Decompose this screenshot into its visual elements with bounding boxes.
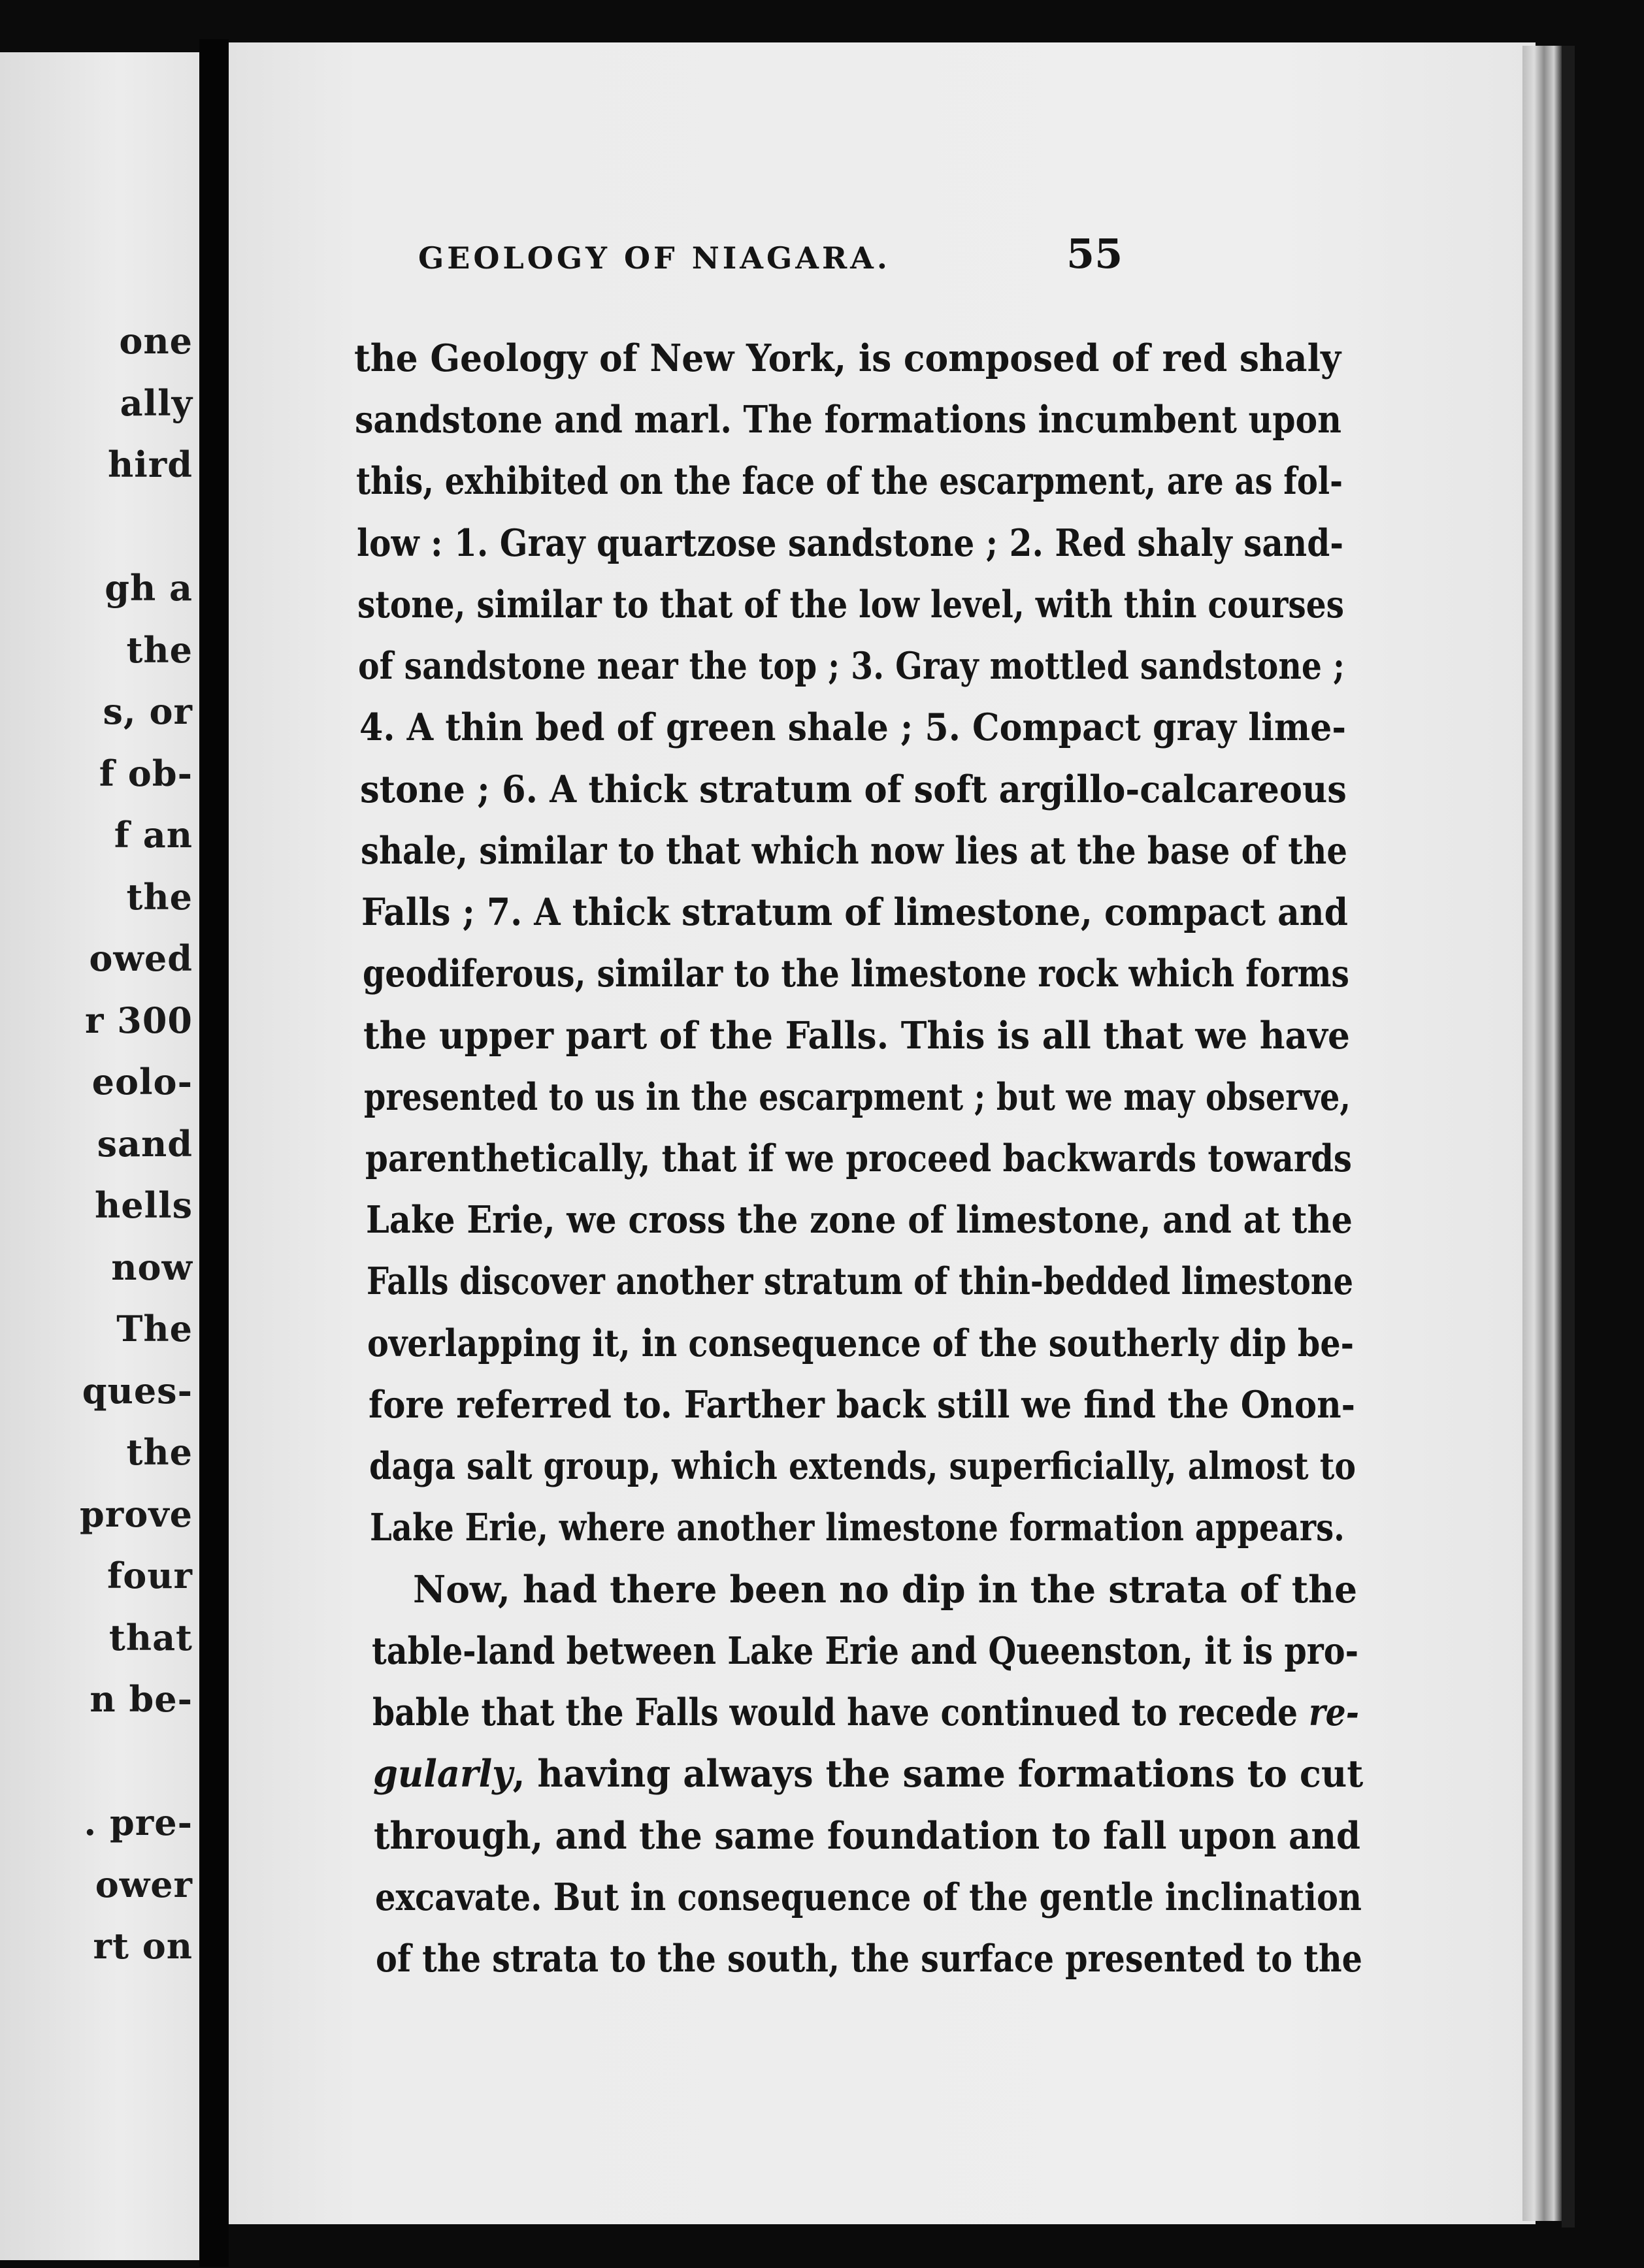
text-line: fore referred to. Farther back still we find the Onon- [368, 1382, 1355, 1427]
text-line: this, exhibited on the face of the escarpment, are as fol- [355, 459, 1343, 504]
text-line: overlapping it, in consequence of the southerly dip be- [367, 1321, 1355, 1365]
text-line: low : 1. Gray quartzose sandstone ; 2. Red shaly sand- [356, 521, 1343, 565]
left-page-fragment: hells [94, 1184, 193, 1226]
left-page-fragment: f ob- [99, 752, 193, 794]
left-page-fragment: . pre- [84, 1802, 193, 1843]
left-page-fragment: prove [80, 1493, 193, 1535]
text-line: daga salt group, which extends, superficially, almost to [369, 1444, 1356, 1489]
page-edge [1522, 46, 1562, 2221]
left-page-fragment: now [111, 1246, 193, 1288]
left-page-fragment: owed [89, 937, 193, 979]
left-page-fragment: that [108, 1616, 193, 1659]
left-page-fragment: ower [95, 1863, 193, 1905]
text-line: sandstone and marl. The formations incumbent upon [355, 398, 1342, 442]
text-line: presented to us in the escarpment ; but we may observe, [364, 1075, 1351, 1119]
text-line: shale, similar to that which now lies at the base of the [361, 828, 1348, 873]
left-page [0, 52, 199, 2260]
left-page-fragment: r 300 [85, 999, 193, 1041]
left-page-fragment: The [116, 1308, 193, 1350]
left-page-fragment: f an [114, 814, 193, 856]
text-line: the Geology of New York, is composed of red shaly [354, 336, 1341, 380]
text-line: of sandstone near the top ; 3. Gray mottled sandstone ; [358, 644, 1345, 688]
text-line: bable that the Falls would have continued to recede re- [372, 1691, 1359, 1735]
text-line: parenthetically, that if we proceed backwards towards [365, 1137, 1352, 1180]
text-line: 4. A thin bed of green shale ; 5. Compact gray lime- [359, 705, 1346, 750]
text-line: the upper part of the Falls. This is all that we have [363, 1013, 1350, 1058]
left-page-fragment: ally [120, 381, 193, 424]
text-line: Now, had there been no dip in the strata of the [413, 1567, 1358, 1612]
page-edge-shadow [1562, 46, 1575, 2228]
text-line: of the strata to the south, the surface presented to the [376, 1937, 1362, 1981]
text-line: stone, similar to that of the low level, with thin courses [357, 582, 1345, 626]
text-line: through, and the same foundation to fall upon and [374, 1813, 1361, 1858]
text-line: Falls discover another stratum of thin-bedded limestone [367, 1259, 1354, 1304]
text-line: excavate. But in consequence of the gentle inclination [374, 1875, 1362, 1919]
text-line: Falls ; 7. A thick stratum of limestone, compact and [361, 890, 1349, 935]
text-line: stone ; 6. A thick stratum of soft argillo-calcareous [359, 767, 1347, 811]
left-page-fragment: hird [108, 444, 193, 485]
left-page-fragment: rt on [93, 1925, 193, 1967]
page-number: 55 [1066, 230, 1123, 278]
text-line: geodiferous, similar to the limestone rock which forms [362, 952, 1349, 996]
text-line: Lake Erie, we cross the zone of limestone, and at the [365, 1198, 1353, 1242]
running-head: GEOLOGY OF NIAGARA. [418, 240, 891, 276]
text-line: table-land between Lake Erie and Queenston, it is pro- [371, 1628, 1358, 1673]
left-page-fragment: the [126, 628, 193, 671]
left-page-fragment: the [126, 875, 193, 918]
left-page-fragment: s, or [103, 690, 193, 732]
left-page-fragment: sand [97, 1122, 193, 1165]
left-page-fragment: the [126, 1431, 193, 1473]
left-page-fragment: four [107, 1555, 193, 1596]
text-line: Lake Erie, where another limestone formation appears. [370, 1506, 1345, 1550]
text-line: gularly, having always the same formations to cut [373, 1752, 1364, 1796]
left-page-fragment: eolo- [91, 1061, 193, 1103]
left-page-fragment: one [119, 320, 193, 362]
left-page-fragment: n be- [90, 1678, 193, 1720]
book-gutter [199, 39, 229, 2267]
left-page-fragment: ques- [82, 1369, 193, 1412]
left-page-fragment: gh a [105, 567, 193, 609]
